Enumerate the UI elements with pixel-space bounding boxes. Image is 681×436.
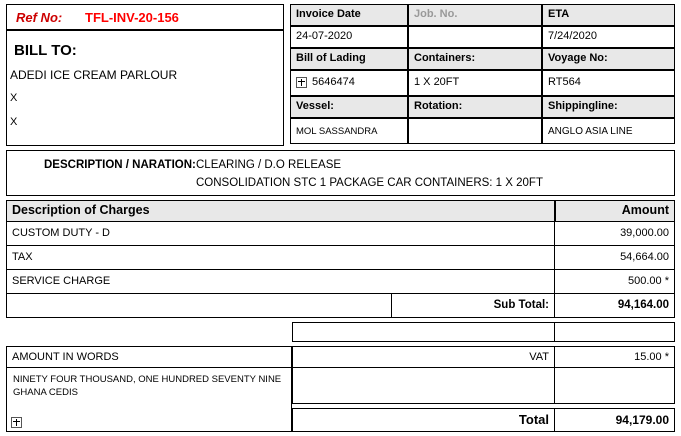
table-row: CUSTOM DUTY - D (6, 222, 555, 246)
amount-in-words-value: NINETY FOUR THOUSAND, ONE HUNDRED SEVENTY NINE GHANA CEDIS (6, 368, 292, 430)
table-row: TAX (6, 246, 555, 270)
bill-of-lading-value[interactable] (290, 70, 408, 96)
rotation-value (408, 118, 542, 144)
blank-right-cell (555, 368, 675, 404)
table-row: SERVICE CHARGE (6, 270, 555, 294)
subtotal-label: Sub Total: (392, 294, 555, 318)
expand-row[interactable] (6, 414, 292, 432)
bill-to-title: BILL TO: (14, 42, 77, 59)
invoice-date-value: 24-07-2020 (290, 26, 408, 48)
vessel-header: Vessel: (290, 96, 408, 118)
description-value: CLEARING / D.O RELEASE (196, 159, 342, 171)
bill-to-line-3: X (10, 116, 18, 128)
bill-to-name: ADEDI ICE CREAM PARLOUR (10, 68, 178, 82)
vat-label: VAT (292, 346, 555, 368)
blank-middle-cell (292, 368, 555, 404)
description-label: DESCRIPTION / NARATION: (44, 159, 196, 171)
table-row-amount: 39,000.00 (555, 222, 675, 246)
table-row-amount: 54,664.00 (555, 246, 675, 270)
ref-no-label: Ref No: (16, 10, 63, 25)
total-label: Total (292, 408, 555, 432)
charges-header-description: Description of Charges (6, 200, 555, 222)
spacer-right (555, 322, 675, 342)
bill-to-line-2: X (10, 92, 18, 104)
eta-header: ETA (542, 4, 675, 26)
plus-icon[interactable] (11, 417, 22, 428)
description-line-2: CONSOLIDATION STC 1 PACKAGE CAR CONTAINERS: 1 X 20FT (196, 177, 543, 189)
job-no-header: Job. No. (408, 4, 542, 26)
vat-amount: 15.00 * (555, 346, 675, 368)
plus-icon[interactable] (296, 77, 307, 88)
bill-of-lading-header: Bill of Lading (290, 48, 408, 70)
containers-value: 1 X 20FT (408, 70, 542, 96)
total-amount: 94,179.00 (555, 408, 675, 432)
containers-header: Containers: (408, 48, 542, 70)
ref-no-value: TFL-INV-20-156 (85, 10, 179, 25)
rotation-header: Rotation: (408, 96, 542, 118)
job-no-value (408, 26, 542, 48)
charges-header-amount: Amount (555, 200, 675, 222)
table-row-amount: 500.00 * (555, 270, 675, 294)
bill-of-lading-text: 5646474 (312, 76, 355, 88)
subtotal-spacer (6, 294, 392, 318)
voyage-no-value: RT564 (542, 70, 675, 96)
eta-value: 7/24/2020 (542, 26, 675, 48)
invoice-date-header: Invoice Date (290, 4, 408, 26)
shippingline-header: Shippingline: (542, 96, 675, 118)
subtotal-amount: 94,164.00 (555, 294, 675, 318)
voyage-no-header: Voyage No: (542, 48, 675, 70)
amount-in-words-header: AMOUNT IN WORDS (6, 346, 292, 368)
shippingline-value: ANGLO ASIA LINE (542, 118, 675, 144)
spacer-middle (292, 322, 555, 342)
description-box (6, 150, 675, 196)
vessel-value: MOL SASSANDRA (290, 118, 408, 144)
